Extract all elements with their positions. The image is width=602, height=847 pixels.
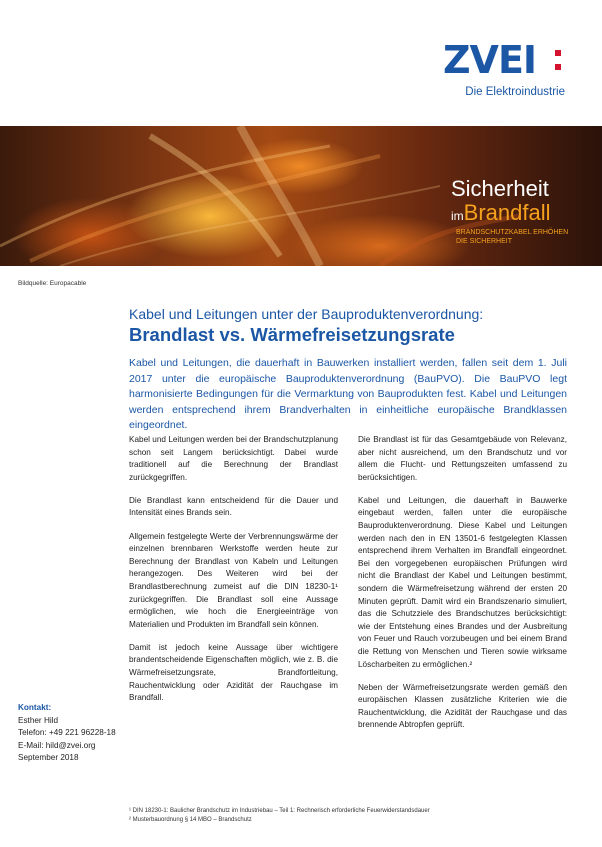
left-column bbox=[129, 434, 338, 715]
contact-phone: Telefon: +49 221 96228-18 bbox=[18, 728, 116, 738]
paragraph: Allgemein festgelegte Werte der Verbrennungswärme der einzelnen brennbaren Werkstoffe werden heute zur Berechnung der Brandlast von Kabeln und Leitungen herangezogen. Des Weiteren wird bei der Brandlastberechnung zumeist auf die DIN 18230-1¹ zurückgegriffen. Die Brandlast soll eine Aussage ermöglichen, wie hoch die Energieeinträge von Materialien und Produkten im Brandfall sein können. bbox=[129, 531, 338, 629]
paragraph: Kabel und Leitungen werden bei der Brandschutzplanung schon seit Langem berücksichtigt. Dabei wurde traditionell auf die Berechnung der Brandlast zurückgegriffen. bbox=[129, 435, 338, 482]
right-column bbox=[358, 434, 567, 743]
contact-block bbox=[18, 702, 116, 765]
banner-title-brandfall: Brandfall bbox=[463, 200, 551, 225]
paragraph: Die Brandlast ist für das Gesamtgebäude von Relevanz, aber nicht ausreichend, um den Brandschutz und vor allem die Flucht- und Rettungszeiten umfassend zu berücksichtigen. bbox=[358, 435, 567, 482]
footnote-1: ¹ DIN 18230-1: Baulicher Brandschutz im Industriebau – Teil 1: Rechnerisch erforderliche Feuerwiderstandsdauer bbox=[129, 808, 430, 814]
logo-colon-icon bbox=[555, 50, 561, 72]
banner-title-in: im bbox=[451, 209, 464, 223]
article-headline: Brandlast vs. Wärmefreisetzungsrate bbox=[129, 324, 455, 345]
contact-email: E-Mail: hild@zvei.org bbox=[18, 740, 96, 750]
banner-title: Sicherheit bbox=[451, 176, 549, 201]
article-kicker: Kabel und Leitungen unter der Bauproduktenverordnung: bbox=[129, 306, 484, 322]
logo-subtitle: Die Elektroindustrie bbox=[465, 86, 565, 98]
contact-name: Esther Hild bbox=[18, 715, 59, 725]
paragraph: Neben der Wärmefreisetzungsrate werden gemäß den europäischen Klassen zusätzliche Kriterien wie die Rauchentwicklung, die Azidität der Rauchgase und das brennende Abtropfen geprüft. bbox=[358, 682, 567, 730]
footnote-2: ² Musterbauordnung § 14 MBO – Brandschutz bbox=[129, 817, 252, 823]
image-credit: Bildquelle: Europacable bbox=[18, 280, 87, 287]
paragraph: Kabel und Leitungen, die dauerhaft in Bauwerke eingebaut werden, fallen unter die europäische Bauproduktenverordnung. Diese Kabel und Leitungen werden nach den in EN 13501-6 festgelegten Klassen entsprechend ihrem Verhalten im Brandfall eingeordnet. Bei den vorgegebenen europäischen Prüfungen wird nicht die Brandlast der Kabel und Leitungen bestimmt, sondern die Wärmefreisetzung während der ersten 20 Minuten geprüft. Damit wird ein Brandszenario simuliert, das die Schutzziele des Brandschutzes berücksichtigt: wie der Entstehung eines Brandes und der Ausbreitung von Feuer und Rauch vorzubeugen und bei einem Brand die Rettung von Menschen und Tieren sowie wirksame Löscharbeiten zu ermöglichen.² bbox=[358, 495, 567, 669]
paragraph: Die Brandlast kann entscheidend für die Dauer und Intensität eines Brands sein. bbox=[129, 495, 338, 518]
paragraph: Damit ist jedoch keine Aussage über wichtigere brandentscheidende Eigenschaften möglich, wie z. B. die Wärmefreisetzungsrate, Brandfortleitung, Rauchentwicklung oder Azidität der Rauchgase im Brandfall. bbox=[129, 642, 338, 703]
zvei-logo bbox=[443, 40, 571, 100]
footnotes bbox=[129, 807, 430, 825]
publication-date: September 2018 bbox=[18, 753, 79, 763]
contact-heading: Kontakt: bbox=[18, 703, 52, 712]
lead-paragraph: Kabel und Leitungen, die dauerhaft in Bauwerken installiert werden, fallen seit dem 1. Juli 2017 unter die europäische Bauproduktenverordnung (BauPVO). Die BauPVO legt harmonisierte Bedingungen für die Vermarktung von Bauprodukten fest. Kabel und Leitungen werden entsprechend ihrem Brandverhalten in einheitliche europäische Brandklassen eingeordnet. bbox=[129, 357, 567, 431]
banner-tagline-line2: DIE SICHERHEIT bbox=[456, 237, 513, 245]
logo-wordmark: ZVEI bbox=[443, 38, 537, 82]
banner-tagline-line1: BRANDSCHUTZKABEL ERHÖHEN bbox=[456, 229, 569, 236]
fire-banner-image bbox=[0, 126, 602, 266]
banner-tagline bbox=[456, 229, 596, 246]
banner-subtitle bbox=[451, 202, 551, 225]
